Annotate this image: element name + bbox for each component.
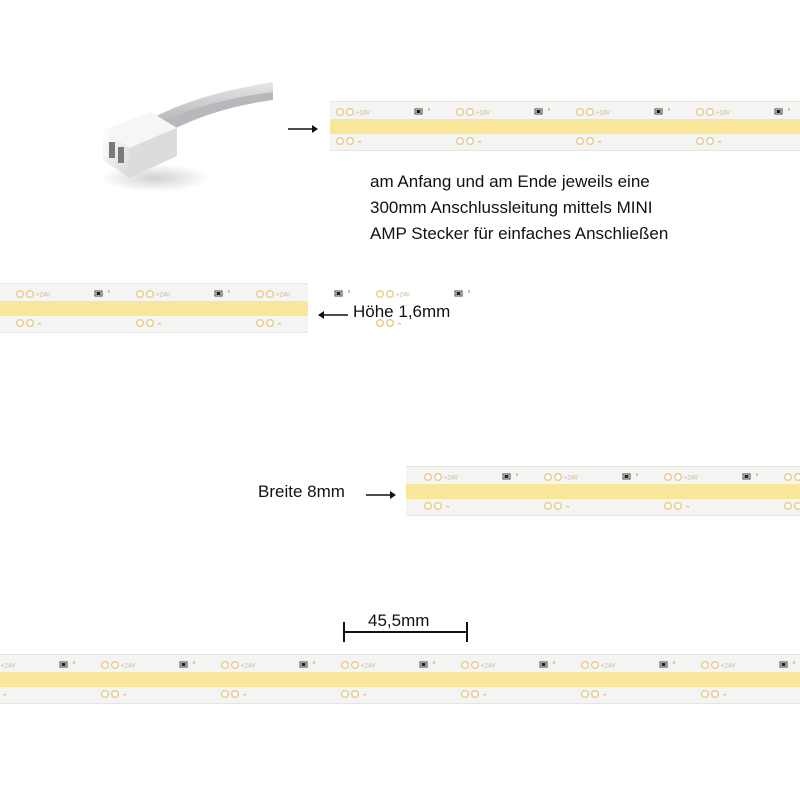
caption-line-2: 300mm Anschlussleitung mittels MINI <box>370 198 653 217</box>
solder-pad <box>147 320 154 327</box>
strip-voltage-print: +24V <box>1 663 16 670</box>
solder-pad <box>137 291 144 298</box>
solder-pad <box>795 474 800 481</box>
solder-pad <box>147 291 154 298</box>
solder-pad <box>707 138 714 145</box>
solder-pad <box>337 109 344 116</box>
strip-voltage-print: +24V <box>684 475 699 482</box>
solder-pad <box>472 662 479 669</box>
strip-voltage-print: +24V <box>444 475 459 482</box>
solder-pad <box>577 138 584 145</box>
solder-pad <box>102 662 109 669</box>
solder-pad <box>435 474 442 481</box>
strip-voltage-print: +24V <box>121 663 136 670</box>
solder-pad <box>785 474 792 481</box>
solder-pad <box>675 503 682 510</box>
solder-pad <box>267 291 274 298</box>
arrow-left-icon <box>318 307 348 325</box>
height-label: Höhe 1,6mm <box>353 302 451 321</box>
solder-pad <box>17 291 24 298</box>
solder-pad <box>352 691 359 698</box>
led-strip-segment-start <box>330 101 800 151</box>
arrow-right-icon <box>288 121 318 139</box>
solder-pad <box>267 320 274 327</box>
solder-pad <box>342 691 349 698</box>
solder-pad <box>462 662 469 669</box>
solder-pad <box>577 109 584 116</box>
solder-pad <box>425 503 432 510</box>
solder-pad <box>545 503 552 510</box>
arrow-right-icon <box>366 487 396 505</box>
solder-pad <box>342 662 349 669</box>
solder-pad <box>435 503 442 510</box>
solder-pad <box>707 109 714 116</box>
solder-pad <box>387 291 394 298</box>
solder-pad <box>675 474 682 481</box>
solder-pad <box>257 291 264 298</box>
solder-pad <box>222 662 229 669</box>
strip-voltage-print: +24V <box>361 663 376 670</box>
led-band <box>330 119 800 134</box>
solder-pad <box>587 109 594 116</box>
solder-pad <box>795 503 800 510</box>
solder-pad <box>17 320 24 327</box>
solder-pad <box>472 691 479 698</box>
solder-pad <box>352 662 359 669</box>
solder-pad <box>555 503 562 510</box>
led-strip-segment-long <box>0 654 800 704</box>
caption-line-1: am Anfang und am Ende jeweils eine <box>370 172 650 191</box>
solder-pad <box>702 662 709 669</box>
solder-pad <box>337 138 344 145</box>
solder-pad <box>555 474 562 481</box>
solder-pad <box>582 662 589 669</box>
solder-pad <box>112 662 119 669</box>
solder-pad <box>712 662 719 669</box>
led-strip-segment-width <box>406 466 800 516</box>
pitch-label: 45,5mm <box>368 611 430 630</box>
strip-voltage-print: +24V <box>716 110 731 117</box>
strip-voltage-print: +24V <box>476 110 491 117</box>
strip-voltage-print: +24V <box>241 663 256 670</box>
solder-pad <box>257 320 264 327</box>
solder-pad <box>712 691 719 698</box>
solder-pad <box>222 691 229 698</box>
solder-pad <box>592 662 599 669</box>
strip-voltage-print: +24V <box>36 292 51 299</box>
solder-pad <box>587 138 594 145</box>
solder-pad <box>425 474 432 481</box>
connector-caption <box>370 169 668 247</box>
solder-pad <box>665 474 672 481</box>
solder-pad <box>457 138 464 145</box>
solder-pad <box>27 320 34 327</box>
solder-pad <box>347 138 354 145</box>
led-band <box>0 672 800 687</box>
solder-pad <box>457 109 464 116</box>
solder-pad <box>545 474 552 481</box>
solder-pad <box>347 109 354 116</box>
solder-pad <box>467 109 474 116</box>
solder-pad <box>462 691 469 698</box>
strip-voltage-print: +24V <box>276 292 291 299</box>
strip-voltage-print: +24V <box>564 475 579 482</box>
strip-voltage-print: +24V <box>356 110 371 117</box>
led-band <box>406 484 800 499</box>
led-band <box>0 301 308 316</box>
solder-pad <box>232 691 239 698</box>
solder-pad <box>27 291 34 298</box>
solder-pad <box>702 691 709 698</box>
solder-pad <box>467 138 474 145</box>
strip-voltage-print: +24V <box>396 292 411 299</box>
strip-voltage-print: +24V <box>156 292 171 299</box>
width-label: Breite 8mm <box>258 482 345 501</box>
solder-pad <box>582 691 589 698</box>
mini-amp-connector-image <box>95 70 275 200</box>
solder-pad <box>592 691 599 698</box>
strip-voltage-print: +24V <box>596 110 611 117</box>
solder-pad <box>697 138 704 145</box>
solder-pad <box>665 503 672 510</box>
solder-pad <box>102 691 109 698</box>
solder-pad <box>232 662 239 669</box>
solder-pad <box>697 109 704 116</box>
solder-pad <box>377 291 384 298</box>
solder-pad <box>785 503 792 510</box>
strip-voltage-print: +24V <box>721 663 736 670</box>
pitch-dimension-line <box>342 620 470 649</box>
solder-pad <box>137 320 144 327</box>
caption-line-3: AMP Stecker für einfaches Anschließen <box>370 224 669 243</box>
strip-voltage-print: +24V <box>601 663 616 670</box>
strip-voltage-print: +24V <box>481 663 496 670</box>
solder-pad <box>112 691 119 698</box>
